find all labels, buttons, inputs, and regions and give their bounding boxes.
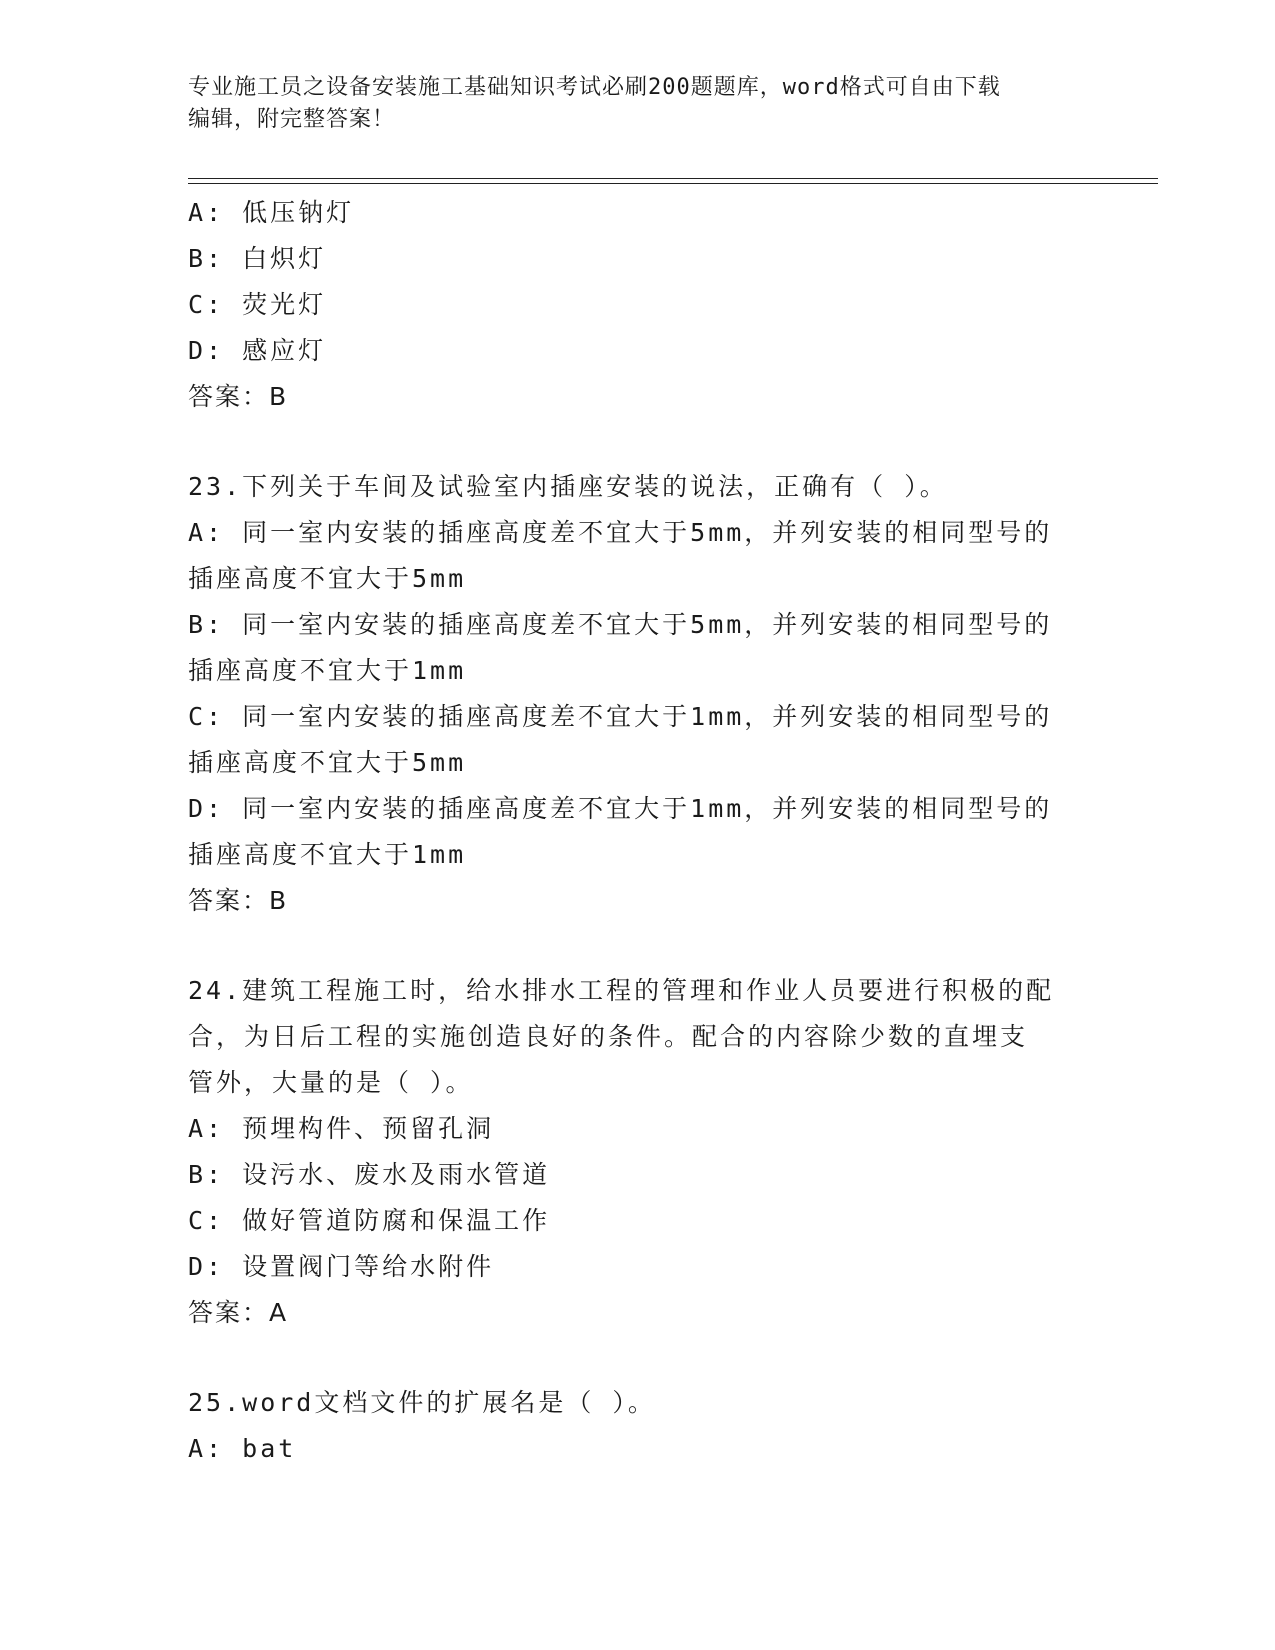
option-d: D: 感应灯 (188, 336, 327, 365)
header-line-1: 专业施工员之设备安装施工基础知识考试必刷200题题库，word格式可自由下载 (188, 75, 1001, 100)
option-d: D: 设置阀门等给水附件 (188, 1252, 495, 1281)
option-a: A: 预埋构件、预留孔洞 (188, 1114, 495, 1143)
question-stem-line-3: 管外，大量的是（ ）。 (188, 1068, 474, 1097)
question-stem: 23.下列关于车间及试验室内插座安装的说法，正确有（ ）。 (188, 472, 948, 501)
option-d-line-2: 插座高度不宜大于1mm (188, 840, 467, 869)
header-divider-top (188, 178, 1158, 179)
answer: 答案：A (188, 1298, 289, 1327)
answer: 答案：B (188, 886, 289, 915)
question-23 (188, 464, 1088, 924)
option-b-line-2: 插座高度不宜大于1mm (188, 656, 467, 685)
option-b-line-1: B: 同一室内安装的插座高度差不宜大于5mm，并列安装的相同型号的 (188, 610, 1053, 639)
option-c: C: 做好管道防腐和保温工作 (188, 1206, 551, 1235)
option-c: C: 荧光灯 (188, 290, 327, 319)
question-25 (188, 1380, 1088, 1472)
answer: 答案：B (188, 382, 289, 411)
question-stem-line-1: 24.建筑工程施工时，给水排水工程的管理和作业人员要进行积极的配 (188, 976, 1055, 1005)
question-24 (188, 968, 1088, 1336)
question-stem: 25.word文档文件的扩展名是（ ）。 (188, 1388, 656, 1417)
header-divider-bottom (188, 183, 1158, 184)
option-b: B: 白炽灯 (188, 244, 327, 273)
option-d-line-1: D: 同一室内安装的插座高度差不宜大于1mm，并列安装的相同型号的 (188, 794, 1053, 823)
option-a: A: 低压钠灯 (188, 198, 355, 227)
option-a-line-1: A: 同一室内安装的插座高度差不宜大于5mm，并列安装的相同型号的 (188, 518, 1053, 547)
document-body (188, 190, 1088, 1472)
header-line-2: 编辑，附完整答案！ (188, 107, 396, 132)
option-c-line-2: 插座高度不宜大于5mm (188, 748, 467, 777)
option-c-line-1: C: 同一室内安装的插座高度差不宜大于1mm，并列安装的相同型号的 (188, 702, 1053, 731)
option-a-line-2: 插座高度不宜大于5mm (188, 564, 467, 593)
question-22-continued (188, 190, 1088, 420)
document-header (188, 72, 1088, 136)
option-b: B: 设污水、废水及雨水管道 (188, 1160, 551, 1189)
option-a: A: bat (188, 1434, 297, 1463)
question-stem-line-2: 合，为日后工程的实施创造良好的条件。配合的内容除少数的直埋支 (188, 1022, 1029, 1051)
